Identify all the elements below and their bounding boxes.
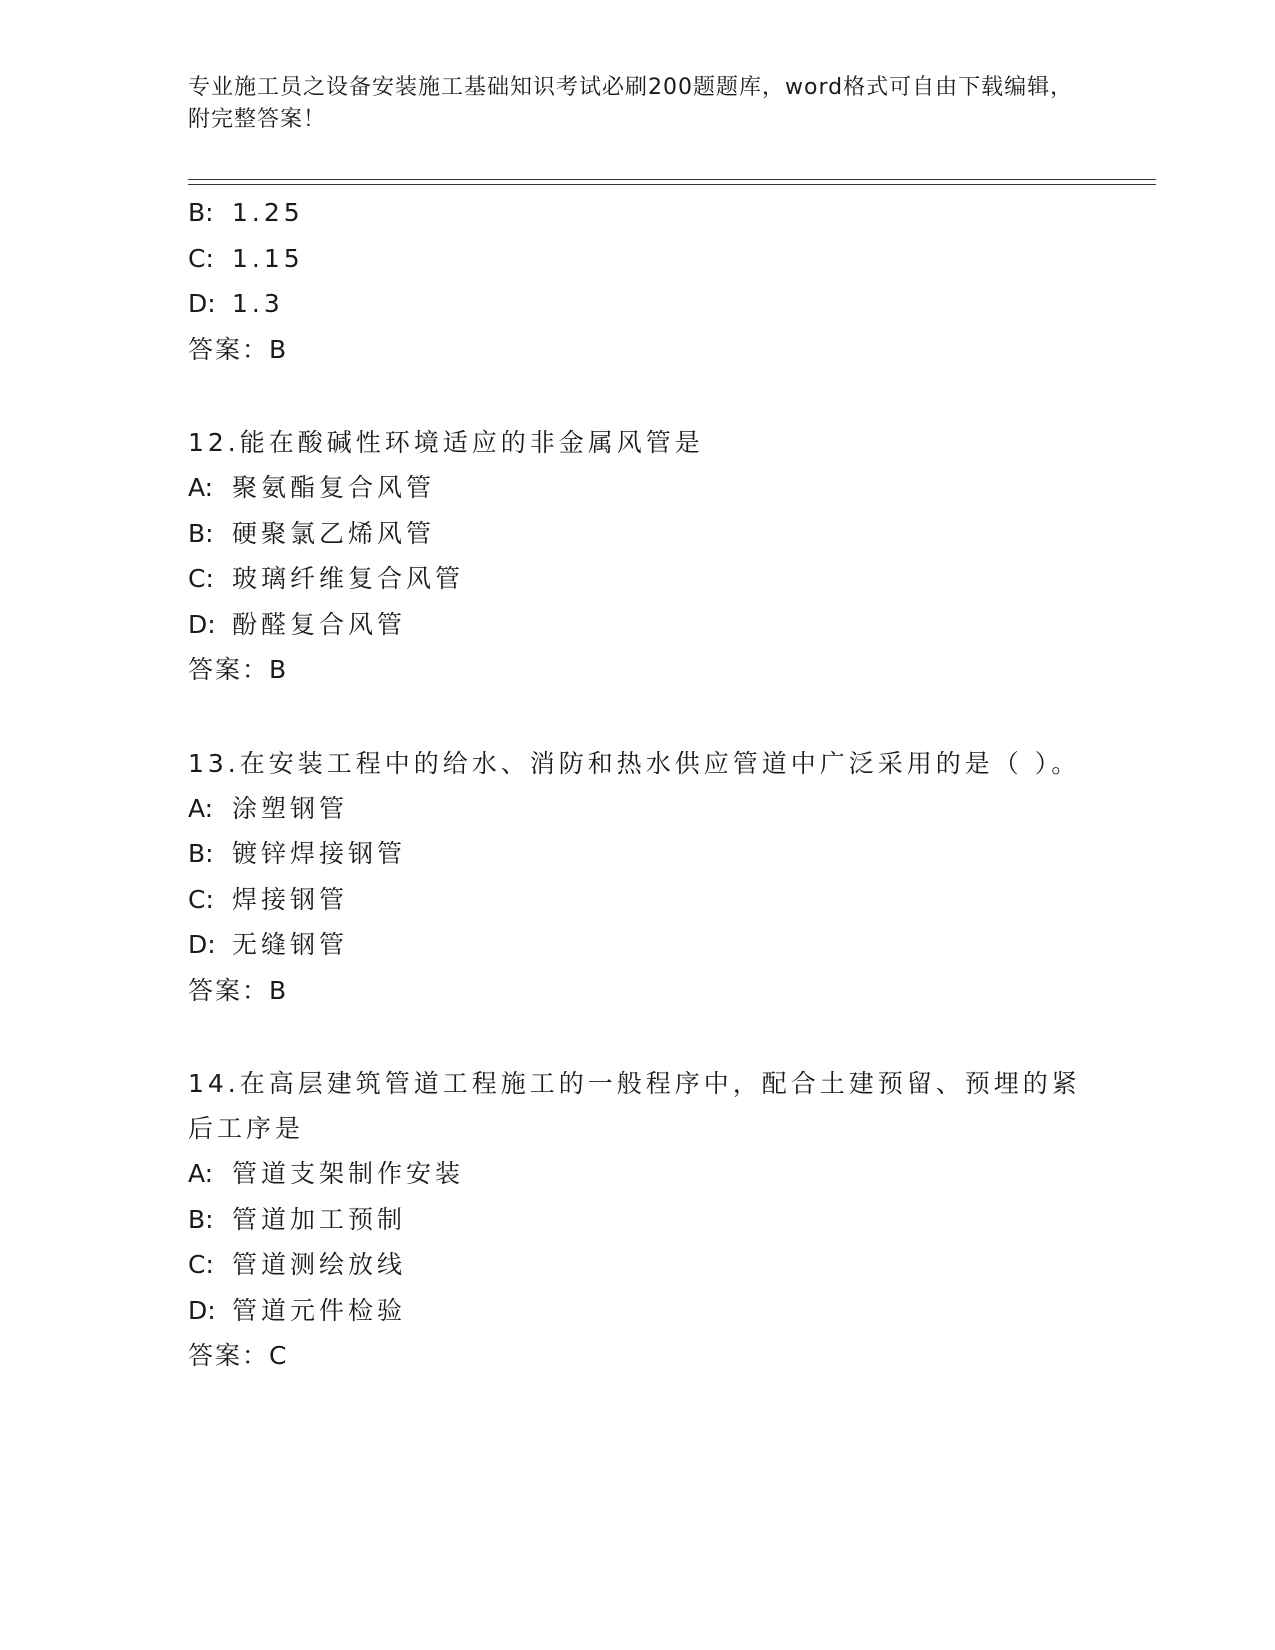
header-divider-bottom [188, 184, 1156, 185]
question-title: 14.在高层建筑管道工程施工的一般程序中，配合土建预留、预埋的紧后工序是 [188, 1069, 1081, 1143]
question-13 [188, 741, 1088, 1014]
option-c: C: 玻璃纤维复合风管 [188, 564, 465, 593]
option-d: D: 1.3 [188, 289, 284, 318]
answer-line: 答案：C [188, 1341, 289, 1370]
header-divider-top [188, 179, 1156, 180]
answer-line: 答案：B [188, 655, 289, 684]
option-d: D: 酚醛复合风管 [188, 609, 407, 639]
partial-question [188, 190, 1088, 372]
option-b: B: 硬聚氯乙烯风管 [188, 518, 436, 548]
option-b: B: 1.25 [188, 198, 304, 227]
question-title: 12.能在酸碱性环境适应的非金属风管是 [188, 428, 704, 457]
question-12 [188, 420, 1088, 693]
option-a: A: 聚氨酯复合风管 [188, 473, 436, 502]
document-header [188, 72, 1088, 136]
option-c: C: 管道测绘放线 [188, 1250, 407, 1279]
option-c: C: 1.15 [188, 243, 304, 273]
option-c: C: 焊接钢管 [188, 884, 349, 914]
option-d: D: 无缝钢管 [188, 930, 349, 959]
question-14 [188, 1061, 1088, 1379]
option-a: A: 管道支架制作安装 [188, 1159, 465, 1188]
header-title: 专业施工员之设备安装施工基础知识考试必刷200题题库，word格式可自由下载编辑，附完整答案！ [188, 75, 1074, 132]
option-b: B: 管道加工预制 [188, 1204, 407, 1234]
option-b: B: 镀锌焊接钢管 [188, 839, 407, 868]
option-a: A: 涂塑钢管 [188, 793, 349, 823]
answer-line: 答案：B [188, 975, 289, 1005]
option-d: D: 管道元件检验 [188, 1295, 407, 1325]
answer-line: 答案：B [188, 334, 289, 364]
question-list [188, 190, 1088, 1379]
question-title: 13.在安装工程中的给水、消防和热水供应管道中广泛采用的是（ ）。 [188, 748, 1081, 778]
